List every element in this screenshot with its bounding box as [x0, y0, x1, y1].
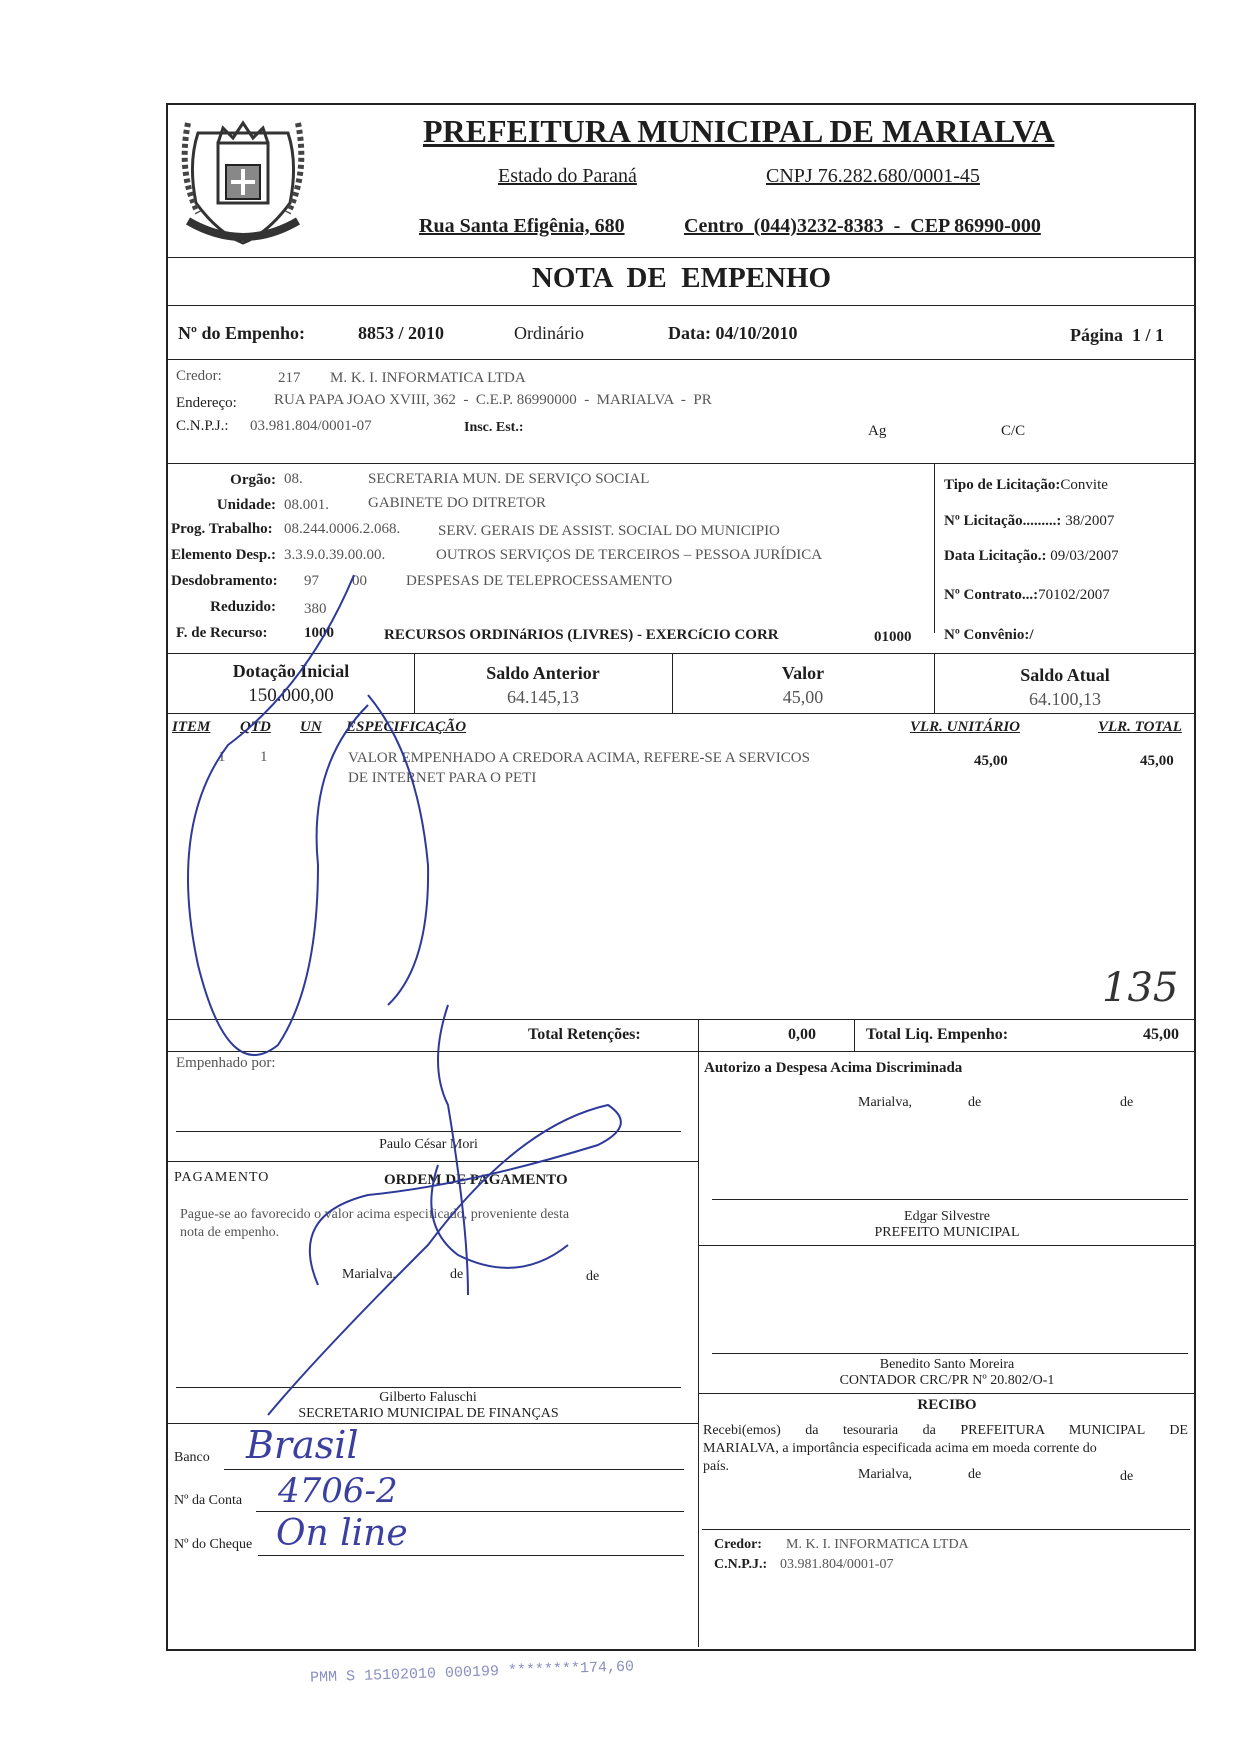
tipo-licitacao-label: Tipo de Licitação:	[944, 477, 1061, 493]
saldo-atual-value: 64.100,13	[1029, 689, 1101, 709]
item-number: 1	[218, 749, 226, 765]
empenho-form	[166, 103, 1196, 1651]
recibo-text-line1: Recebi(emos) da tesouraria da PREFEITURA MUNICIPAL DE	[703, 1423, 1188, 1438]
elemento-name: OUTROS SERVIÇOS DE TERCEIROS – PESSOA JURÍDICA	[436, 547, 823, 563]
desdobramento-sub: 00	[352, 573, 367, 589]
convenio-label: Nº Convênio:/	[944, 627, 1034, 643]
recurso-code: 1000	[304, 625, 334, 641]
elemento-label: Elemento Desp.:	[171, 547, 276, 563]
valor-value: 45,00	[782, 687, 824, 707]
col-qtd: QTD	[240, 719, 271, 735]
autorizo-de1: de	[968, 1095, 982, 1110]
unidade-label: Unidade:	[216, 497, 276, 513]
unidade-code: 08.001.	[284, 497, 329, 513]
item-spec-line2: DE INTERNET PARA O PETI	[348, 770, 537, 786]
total-liq-label: Total Liq. Empenho:	[866, 1026, 1009, 1043]
signature-scribble	[168, 105, 1198, 1653]
desdobramento-code: 97	[304, 573, 319, 589]
contrato-label: Nº Contrato...:	[944, 587, 1039, 603]
col-vlr-unitario: VLR. UNITÁRIO	[910, 719, 1021, 735]
tipo-licitacao-value: Convite	[1060, 477, 1108, 493]
col-especificacao: ESPECIFICAÇÃO	[346, 719, 467, 735]
pagamento-text-line1: Pague-se ao favorecido o valor acima especificado, proveniente desta	[180, 1207, 570, 1222]
empenho-number-label: Nº do Empenho:	[178, 323, 305, 343]
credor-rodape-name: M. K. I. INFORMATICA LTDA	[786, 1537, 969, 1552]
empenhado-por-label: Empenhado por:	[176, 1055, 276, 1071]
reduzido-value: 380	[304, 601, 327, 617]
header-contact: Centro (044)3232-8383 - CEP 86990-000	[684, 215, 1041, 237]
header-address: Rua Santa Efigênia, 680	[419, 215, 625, 237]
contador-role: CONTADOR CRC/PR Nº 20.802/O-1	[839, 1373, 1055, 1388]
autorizo-de2: de	[1120, 1095, 1134, 1110]
processing-stamp: PMM S 15102010 000199 ********174,60	[309, 1658, 635, 1687]
ag-label: Ag	[868, 423, 887, 439]
banco-handwritten: Brasil	[246, 1423, 359, 1467]
orgao-name: SECRETARIA MUN. DE SERVIÇO SOCIAL	[368, 471, 650, 487]
unidade-name: GABINETE DO DITRETOR	[368, 495, 547, 511]
dotacao-label: Dotação Inicial	[232, 661, 350, 681]
header-title: PREFEITURA MUNICIPAL DE MARIALVA	[423, 113, 1055, 149]
credor-rodape-cnpj: 03.981.804/0001-07	[780, 1557, 894, 1572]
cheque-label: Nº do Cheque	[174, 1537, 253, 1552]
orgao-label: Orgão:	[230, 472, 276, 488]
credor-rodape-label: Credor:	[714, 1537, 762, 1552]
cc-label: C/C	[1001, 423, 1026, 439]
credor-rodape-cnpj-label: C.N.P.J.:	[714, 1557, 768, 1572]
pagamento-label: PAGAMENTO	[174, 1170, 270, 1185]
recibo-text-line3: país.	[703, 1459, 730, 1474]
credor-address-label: Endereço:	[176, 395, 237, 411]
page-number: Página 1 / 1	[1070, 325, 1165, 345]
saldo-anterior-label: Saldo Anterior	[486, 663, 600, 683]
pagamento-text-line2: nota de empenho.	[180, 1225, 280, 1240]
col-un: UN	[300, 719, 322, 735]
header-state: Estado do Paraná	[498, 165, 637, 187]
conta-label: Nº da Conta	[174, 1493, 243, 1508]
handwritten-note: 135	[1102, 965, 1179, 1011]
contador-name: Benedito Santo Moreira	[879, 1357, 1015, 1372]
item-spec-line1: VALOR EMPENHADO A CREDORA ACIMA, REFERE-SE A SERVICOS	[348, 750, 810, 766]
recibo-de2: de	[1120, 1469, 1134, 1484]
recurso-name: RECURSOS ORDINáRIOS (LIVRES) - EXERCíCIO CORR	[384, 627, 779, 643]
recurso-number: 01000	[874, 629, 912, 645]
elemento-code: 3.3.9.0.39.00.00.	[284, 547, 386, 563]
orgao-code: 08.	[284, 471, 303, 487]
saldo-anterior-value: 64.145,13	[507, 687, 579, 707]
recibo-text-line2: MARIALVA, a importância especificada acima em moeda corrente do	[703, 1441, 1097, 1456]
data-licitacao-value: 09/03/2007	[1050, 548, 1119, 564]
insc-est-label: Insc. Est.:	[464, 420, 524, 435]
empenho-date: Data: 04/10/2010	[668, 323, 798, 343]
prefeito-name: Edgar Silvestre	[904, 1209, 990, 1224]
item-vlr-unitario: 45,00	[974, 753, 1008, 769]
secretario-role: SECRETARIO MUNICIPAL DE FINANÇAS	[298, 1406, 559, 1421]
num-licitacao-value: 38/2007	[1065, 513, 1115, 529]
credor-label: Credor:	[176, 368, 222, 384]
num-licitacao-label: Nº Licitação.........:	[944, 513, 1062, 529]
desdobramento-label: Desdobramento:	[171, 573, 278, 589]
data-licitacao-label: Data Licitação.:	[944, 548, 1047, 564]
empenho-number: 8853 / 2010	[358, 323, 445, 343]
pagamento-city: Marialva,	[342, 1267, 397, 1282]
recibo-label: RECIBO	[917, 1397, 977, 1413]
contrato-value: 70102/2007	[1038, 587, 1110, 603]
credor-cnpj: 03.981.804/0001-07	[250, 418, 372, 434]
prog-label: Prog. Trabalho:	[171, 521, 273, 537]
item-qtd: 1	[260, 749, 268, 765]
prog-name: SERV. GERAIS DE ASSIST. SOCIAL DO MUNICIPIO	[438, 523, 780, 539]
credor-address: RUA PAPA JOAO XVIII, 362 - C.E.P. 86990000 - MARIALVA - PR	[274, 392, 712, 408]
document-title: NOTA DE EMPENHO	[531, 262, 832, 294]
dotacao-value: 150.000,00	[248, 685, 334, 706]
total-retencoes-label: Total Retenções:	[528, 1026, 641, 1043]
header-cnpj: CNPJ 76.282.680/0001-45	[766, 165, 980, 187]
recibo-de1: de	[968, 1467, 982, 1482]
valor-label: Valor	[781, 663, 825, 683]
conta-handwritten: 4706-2	[278, 1471, 398, 1511]
recibo-city: Marialva,	[858, 1467, 913, 1482]
autorizo-city: Marialva,	[858, 1095, 913, 1110]
total-retencoes-value: 0,00	[788, 1026, 816, 1043]
ordem-pagamento-label: ORDEM DE PAGAMENTO	[384, 1172, 568, 1188]
empenho-type: Ordinário	[514, 323, 584, 343]
col-item: ITEM	[172, 719, 211, 735]
total-liq-value: 45,00	[1143, 1026, 1179, 1043]
desdobramento-name: DESPESAS DE TELEPROCESSAMENTO	[406, 573, 673, 589]
pagamento-de1: de	[450, 1267, 464, 1282]
item-vlr-total: 45,00	[1140, 753, 1174, 769]
banco-label: Banco	[174, 1450, 210, 1465]
saldo-atual-label: Saldo Atual	[1020, 665, 1110, 685]
credor-cnpj-label: C.N.P.J.:	[176, 418, 229, 434]
prefeito-role: PREFEITO MUNICIPAL	[874, 1225, 1020, 1240]
recurso-label: F. de Recurso:	[176, 625, 268, 641]
autorizo-label: Autorizo a Despesa Acima Discriminada	[704, 1060, 963, 1076]
reduzido-label: Reduzido:	[210, 599, 276, 615]
prog-code: 08.244.0006.2.068.	[284, 521, 401, 537]
secretario-name: Gilberto Faluschi	[379, 1390, 477, 1405]
credor-name: M. K. I. INFORMATICA LTDA	[330, 370, 526, 386]
pagamento-de2: de	[586, 1269, 600, 1284]
empenhado-por-name: Paulo César Mori	[379, 1137, 478, 1152]
cheque-handwritten: On line	[276, 1513, 408, 1554]
col-vlr-total: VLR. TOTAL	[1098, 719, 1182, 735]
credor-code: 217	[278, 370, 301, 386]
